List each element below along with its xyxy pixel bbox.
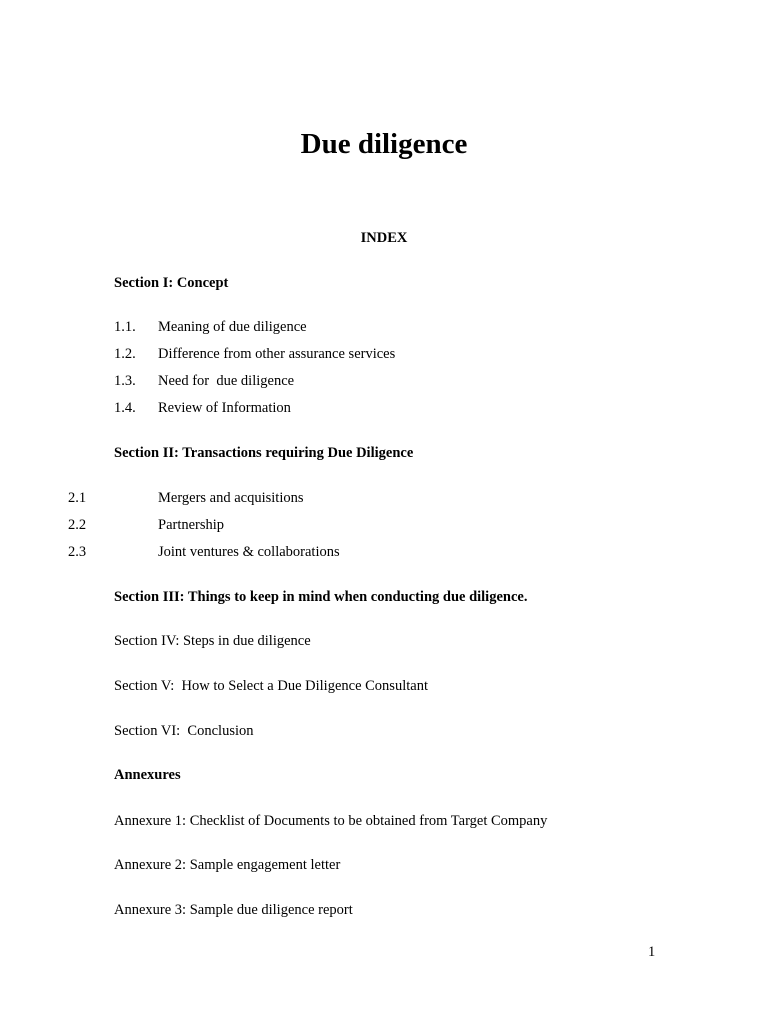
toc-item-number: 2.2 <box>68 517 87 533</box>
toc-item-text: Difference from other assurance services <box>158 346 396 362</box>
section-5-heading: Section V: How to Select a Due Diligence Consultant <box>114 678 428 694</box>
section-1-heading: Section I: Concept <box>114 275 229 291</box>
annexure-item: Annexure 1: Checklist of Documents to be obtained from Target Company <box>114 813 548 829</box>
toc-item-number: 1.2. <box>114 346 136 362</box>
toc-item-text: Need for due diligence <box>158 373 295 389</box>
toc-item-number: 1.3. <box>114 373 136 389</box>
toc-item-text: Partnership <box>158 517 225 533</box>
toc-item-text: Mergers and acquisitions <box>158 490 304 506</box>
toc-item-number: 1.4. <box>114 400 136 416</box>
annexures-heading: Annexures <box>114 767 181 783</box>
toc-item-number: 1.1. <box>114 319 136 335</box>
toc-item-text: Joint ventures & collaborations <box>158 544 340 560</box>
annexure-item: Annexure 2: Sample engagement letter <box>114 857 341 873</box>
document-title: Due diligence <box>300 128 468 160</box>
index-heading: INDEX <box>360 230 408 246</box>
section-4-heading: Section IV: Steps in due diligence <box>114 633 311 649</box>
toc-item-text: Review of Information <box>158 400 291 416</box>
annexure-item: Annexure 3: Sample due diligence report <box>114 902 353 918</box>
toc-item-text: Meaning of due diligence <box>158 319 307 335</box>
toc-item-number: 2.3 <box>68 544 87 560</box>
section-3-heading: Section III: Things to keep in mind when conducting due diligence. <box>114 589 528 605</box>
section-6-heading: Section VI: Conclusion <box>114 723 254 739</box>
section-2-heading: Section II: Transactions requiring Due Diligence <box>114 445 414 461</box>
page-number: 1 <box>648 944 656 960</box>
toc-item-number: 2.1 <box>68 490 87 506</box>
